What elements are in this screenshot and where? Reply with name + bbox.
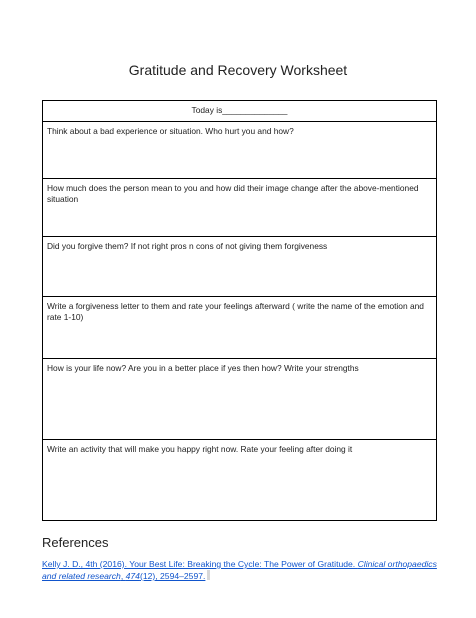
- reference-journal[interactable]: Clinical orthopaedics and related research: [42, 559, 437, 581]
- table-row: [43, 179, 437, 237]
- worksheet-table: [42, 100, 437, 521]
- table-row: [43, 101, 437, 122]
- reference-pages[interactable]: (12), 2594–2597.: [139, 571, 206, 581]
- references-heading: References: [42, 535, 109, 550]
- table-row: [43, 359, 437, 440]
- page-title: Gratitude and Recovery Worksheet: [128, 62, 348, 78]
- table-row: [43, 440, 437, 521]
- question-cell-5[interactable]: How is your life now? Are you in a better place if yes then how? Write your strengths: [43, 359, 437, 440]
- reference-authors-title[interactable]: Kelly J. D., 4th (2016). Your Best Life: Breaking the Cycle: The Power of Gratitude.: [42, 559, 358, 569]
- question-cell-1[interactable]: Think about a bad experience or situation. Who hurt you and how?: [43, 122, 437, 179]
- reference-volume[interactable]: 474: [125, 571, 140, 581]
- text-cursor: [207, 570, 210, 580]
- reference-separator[interactable]: ,: [120, 571, 126, 581]
- question-cell-2[interactable]: How much does the person mean to you and how did their image change after the above-mentioned situation: [43, 179, 437, 237]
- question-cell-3[interactable]: Did you forgive them? If not right pros n cons of not giving them forgiveness: [43, 237, 437, 297]
- table-row: [43, 122, 437, 179]
- table-row: [43, 297, 437, 359]
- question-cell-6[interactable]: Write an activity that will make you happy right now. Rate your feeling after doing it: [43, 440, 437, 521]
- question-cell-4[interactable]: Write a forgiveness letter to them and rate your feelings afterward ( write the name of the emotion and rate 1-10): [43, 297, 437, 359]
- reference-link[interactable]: [42, 558, 442, 582]
- today-date-field[interactable]: Today is______________: [43, 101, 437, 122]
- table-row: [43, 237, 437, 297]
